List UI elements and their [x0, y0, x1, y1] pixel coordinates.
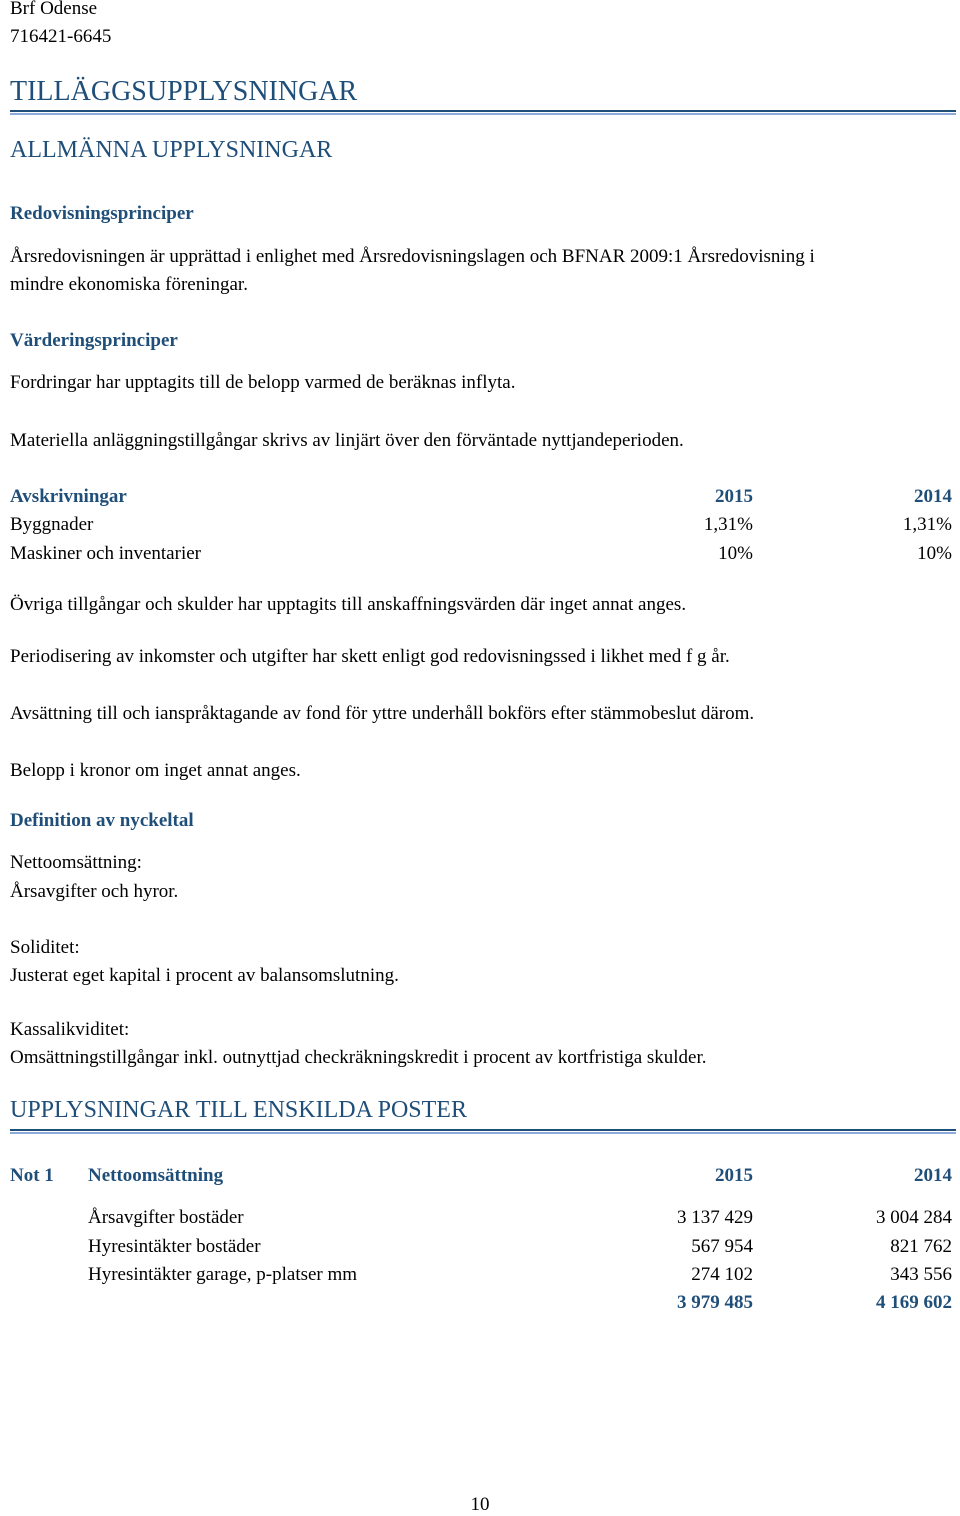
specific-rule	[10, 1129, 956, 1134]
depreciation-row-value-2014: 1,31%	[902, 514, 952, 535]
note1-year1: 2015	[715, 1165, 753, 1186]
note1-row-value-2014: 3 004 284	[876, 1207, 952, 1228]
key-figures-heading: Definition av nyckeltal	[10, 810, 194, 831]
accounting-principles-heading: Redovisningsprinciper	[10, 203, 194, 224]
receivables-text: Fordringar har upptagits till de belopp varmed de beräknas inflyta.	[10, 372, 516, 393]
note1-year2: 2014	[914, 1165, 952, 1186]
depreciation-row-value-2015: 10%	[718, 543, 753, 564]
depreciation-year1: 2015	[715, 486, 753, 507]
specific-heading: UPPLYSNINGAR TILL ENSKILDA POSTER	[10, 1097, 467, 1123]
depreciation-heading: Avskrivningar	[10, 486, 127, 507]
org-number: 716421-6645	[10, 26, 112, 47]
key-figure-definition: Årsavgifter och hyror.	[10, 881, 179, 902]
other-assets-text: Övriga tillgångar och skulder har upptagits till anskaffningsvärden där inget annat anges.	[10, 594, 687, 615]
key-figure-term: Nettoomsättning:	[10, 852, 142, 873]
depreciation-row-label: Byggnader	[10, 514, 94, 535]
tangible-assets-text: Materiella anläggningstillgångar skrivs av linjärt över den förväntade nyttjandeperioden.	[10, 430, 684, 451]
note1-row-label: Hyresintäkter bostäder	[88, 1236, 261, 1257]
page-number: 10	[470, 1494, 490, 1515]
note1-total-2015: 3 979 485	[677, 1292, 753, 1313]
note1-row-value-2015: 567 954	[691, 1236, 753, 1257]
title-rule	[10, 110, 956, 115]
currency-note: Belopp i kronor om inget annat anges.	[10, 760, 301, 781]
depreciation-row-value-2015: 1,31%	[703, 514, 753, 535]
note1-row-value-2015: 3 137 429	[677, 1207, 753, 1228]
depreciation-row-label: Maskiner och inventarier	[10, 543, 201, 564]
general-heading: ALLMÄNNA UPPLYSNINGAR	[10, 137, 333, 163]
page-title: TILLÄGGSUPPLYSNINGAR	[10, 76, 358, 107]
note1-row-label: Årsavgifter bostäder	[88, 1207, 244, 1228]
depreciation-year2: 2014	[914, 486, 952, 507]
key-figure-term: Soliditet:	[10, 937, 80, 958]
note1-row-label: Hyresintäkter garage, p-platser mm	[88, 1264, 358, 1285]
depreciation-row-value-2014: 10%	[917, 543, 952, 564]
valuation-principles-heading: Värderingsprinciper	[10, 330, 178, 351]
key-figure-definition: Omsättningstillgångar inkl. outnyttjad checkräkningskredit i procent av kortfristiga skulder.	[10, 1047, 707, 1068]
note1-row-value-2014: 821 762	[890, 1236, 952, 1257]
note1-title: Nettoomsättning	[88, 1165, 224, 1186]
key-figure-term: Kassalikviditet:	[10, 1019, 130, 1040]
note1-number: Not 1	[10, 1165, 54, 1186]
accounting-principles-line2: mindre ekonomiska föreningar.	[10, 274, 248, 295]
key-figure-definition: Justerat eget kapital i procent av balansomslutning.	[10, 965, 399, 986]
note1-row-value-2015: 274 102	[691, 1264, 753, 1285]
note1-total-2014: 4 169 602	[876, 1292, 952, 1313]
accruals-text: Periodisering av inkomster och utgifter har skett enligt god redovisningssed i likhet med f g år.	[10, 646, 730, 667]
accounting-principles-line1: Årsredovisningen är upprättad i enlighet med Årsredovisningslagen och BFNAR 2009:1 Årsredovisning i	[10, 246, 815, 267]
org-name: Brf Odense	[10, 0, 98, 19]
maintenance-fund-text: Avsättning till och ianspråktagande av fond för yttre underhåll bokförs efter stämmobeslut därom.	[10, 703, 755, 724]
note1-row-value-2014: 343 556	[890, 1264, 952, 1285]
